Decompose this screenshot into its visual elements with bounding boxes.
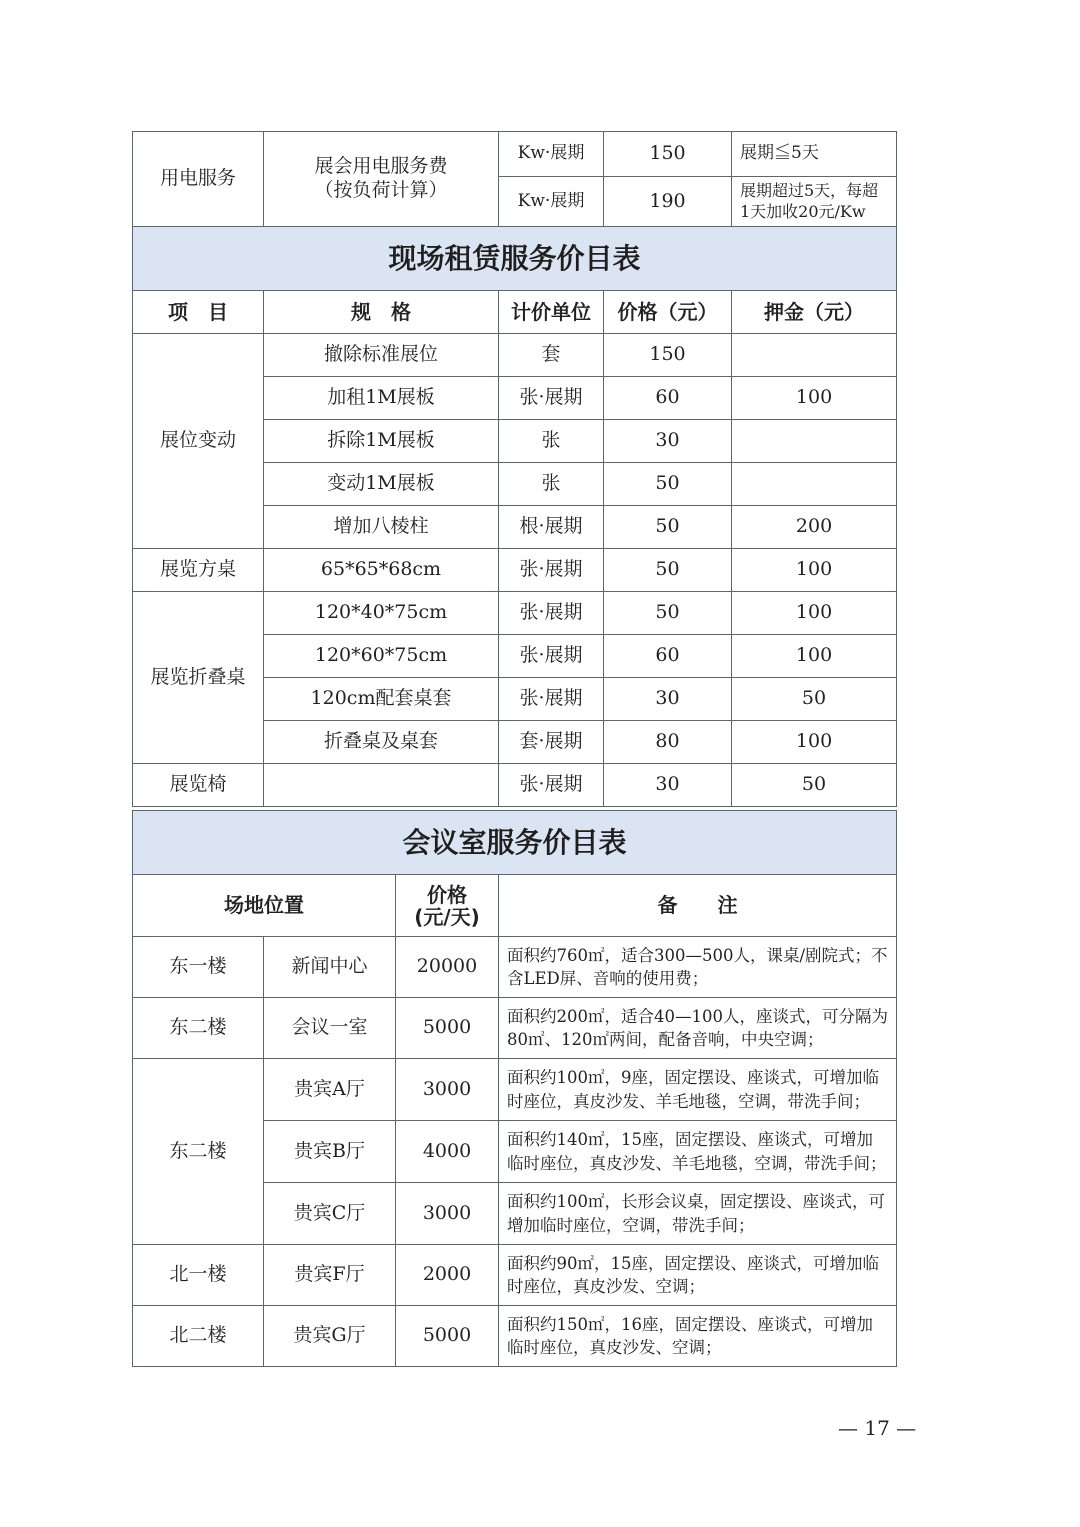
room-note: 面积约760㎡，适合300—500人，课桌/剧院式；不含LED屏、音响的使用费；: [499, 937, 897, 998]
rental-header-unit: 计价单位: [499, 291, 604, 334]
cell-deposit: 200: [732, 506, 897, 549]
cell-spec: 120*60*75cm: [264, 635, 499, 678]
room-name: 贵宾B厅: [264, 1121, 396, 1183]
cell-deposit: [732, 334, 897, 377]
cell-spec: 65*65*68cm: [264, 549, 499, 592]
power-unit: Kw·展期: [499, 132, 604, 177]
table-row: [133, 1245, 897, 1306]
power-item-line1: 展会用电服务费: [314, 155, 448, 178]
group-folding-table: 展览折叠桌: [133, 592, 264, 764]
room-price: 5000: [396, 1306, 499, 1367]
floor-label: 北一楼: [133, 1245, 264, 1306]
cell-deposit: 50: [732, 678, 897, 721]
power-item-line2: （按负荷计算）: [314, 179, 448, 201]
table-row: [133, 937, 897, 998]
room-price: 5000: [396, 998, 499, 1059]
room-name: 贵宾G厅: [264, 1306, 396, 1367]
cell-unit: 张·展期: [499, 764, 604, 807]
cell-price: 50: [604, 549, 732, 592]
cell-deposit: 100: [732, 549, 897, 592]
room-note: 面积约100㎡，长形会议桌，固定摆设、座谈式，可增加临时座位，空调，带洗手间；: [499, 1183, 897, 1245]
cell-deposit: 100: [732, 592, 897, 635]
cell-deposit: [732, 420, 897, 463]
room-name: 贵宾F厅: [264, 1245, 396, 1306]
cell-price: 30: [604, 678, 732, 721]
rental-header-deposit: 押金（元）: [732, 291, 897, 334]
room-price: 2000: [396, 1245, 499, 1306]
group-square-table: 展览方桌: [133, 549, 264, 592]
cell-spec: 拆除1M展板: [264, 420, 499, 463]
cell-price: 50: [604, 506, 732, 549]
power-note: 展期超过5天，每超1天加收20元/Kw: [732, 177, 897, 227]
floor-label: 东二楼: [133, 998, 264, 1059]
cell-price: 80: [604, 721, 732, 764]
cell-spec: 撤除标准展位: [264, 334, 499, 377]
room-price: 3000: [396, 1059, 499, 1121]
cell-price: 50: [604, 592, 732, 635]
cell-price: 150: [604, 334, 732, 377]
room-note: 面积约90㎡，15座，固定摆设、座谈式，可增加临时座位，真皮沙发、空调；: [499, 1245, 897, 1306]
cell-price: 60: [604, 635, 732, 678]
page-number: — 17 —: [838, 1416, 917, 1440]
room-price: 3000: [396, 1183, 499, 1245]
cell-deposit: 100: [732, 721, 897, 764]
room-note: 面积约200㎡，适合40—100人，座谈式，可分隔为80㎡、120㎡两间，配备音响，中央空调；: [499, 998, 897, 1059]
room-note: 面积约140㎡，15座，固定摆设、座谈式，可增加临时座位，真皮沙发、羊毛地毯，空调，带洗手间；: [499, 1121, 897, 1183]
cell-deposit: [732, 463, 897, 506]
cell-spec: 120*40*75cm: [264, 592, 499, 635]
table-row: [133, 764, 897, 807]
meeting-header-location: 场地位置: [133, 875, 396, 937]
room-name: 贵宾C厅: [264, 1183, 396, 1245]
group-chair: 展览椅: [133, 764, 264, 807]
meeting-title: 会议室服务价目表: [133, 811, 897, 875]
group-booth-change: 展位变动: [133, 334, 264, 549]
power-price: 150: [604, 132, 732, 177]
room-name: 新闻中心: [264, 937, 396, 998]
power-note: 展期≦5天: [732, 132, 897, 177]
cell-price: 60: [604, 377, 732, 420]
cell-deposit: 100: [732, 635, 897, 678]
cell-deposit: 100: [732, 377, 897, 420]
floor-label: 东一楼: [133, 937, 264, 998]
room-note: 面积约100㎡，9座，固定摆设、座谈式，可增加临时座位，真皮沙发、羊毛地毯，空调，带洗手间；: [499, 1059, 897, 1121]
table-row: [133, 592, 897, 635]
table-row: [133, 1306, 897, 1367]
rental-table: [132, 226, 897, 807]
cell-spec: 加租1M展板: [264, 377, 499, 420]
meeting-header-price-line2: (元/天): [414, 904, 480, 929]
meeting-header-price: [396, 875, 499, 937]
cell-unit: 张·展期: [499, 549, 604, 592]
meeting-table: [132, 810, 897, 1367]
table-row: [133, 334, 897, 377]
cell-unit: 张: [499, 463, 604, 506]
room-note: 面积约150㎡，16座，固定摆设、座谈式，可增加临时座位，真皮沙发、空调；: [499, 1306, 897, 1367]
cell-price: 30: [604, 420, 732, 463]
cell-price: 50: [604, 463, 732, 506]
cell-unit: 套·展期: [499, 721, 604, 764]
cell-unit: 根·展期: [499, 506, 604, 549]
power-service-table: [132, 131, 897, 227]
cell-deposit: 50: [732, 764, 897, 807]
cell-unit: 张·展期: [499, 678, 604, 721]
table-row: [133, 998, 897, 1059]
table-row: [133, 1059, 897, 1121]
power-item: [264, 132, 499, 227]
table-row: [133, 549, 897, 592]
cell-spec: 120cm配套桌套: [264, 678, 499, 721]
room-price: 4000: [396, 1121, 499, 1183]
cell-price: 30: [604, 764, 732, 807]
cell-unit: 张·展期: [499, 635, 604, 678]
rental-header-item: 项 目: [133, 291, 264, 334]
cell-unit: 张·展期: [499, 592, 604, 635]
rental-header-price: 价格（元）: [604, 291, 732, 334]
power-price: 190: [604, 177, 732, 227]
cell-spec: 变动1M展板: [264, 463, 499, 506]
cell-spec: 增加八棱柱: [264, 506, 499, 549]
cell-unit: 张: [499, 420, 604, 463]
meeting-header-note: 备 注: [499, 875, 897, 937]
cell-unit: 套: [499, 334, 604, 377]
floor-label: 东二楼: [133, 1059, 264, 1245]
cell-spec: 折叠桌及桌套: [264, 721, 499, 764]
room-price: 20000: [396, 937, 499, 998]
floor-label: 北二楼: [133, 1306, 264, 1367]
meeting-header-price-line1: 价格: [427, 882, 467, 907]
power-unit: Kw·展期: [499, 177, 604, 227]
room-name: 会议一室: [264, 998, 396, 1059]
room-name: 贵宾A厅: [264, 1059, 396, 1121]
power-category: 用电服务: [133, 132, 264, 227]
cell-unit: 张·展期: [499, 377, 604, 420]
rental-title: 现场租赁服务价目表: [133, 227, 897, 291]
cell-spec: [264, 764, 499, 807]
rental-header-spec: 规 格: [264, 291, 499, 334]
